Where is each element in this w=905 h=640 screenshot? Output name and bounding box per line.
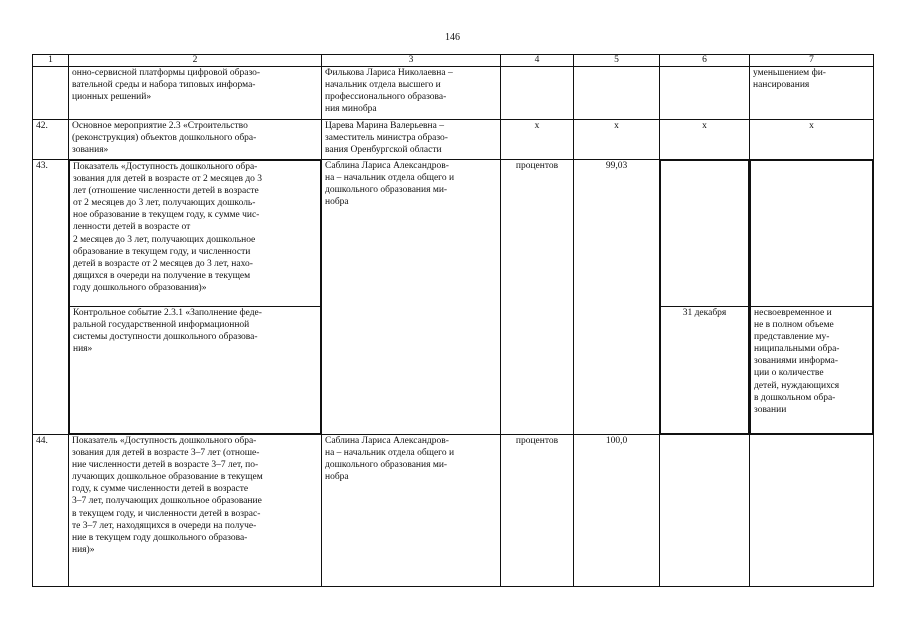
row-unit: процентов xyxy=(501,435,574,587)
row-responsible: Саблина Лариса Александров- на – начальник отдела общего и дошкольного образования ми- нобра xyxy=(322,435,501,587)
table-row xyxy=(33,67,874,120)
row-value xyxy=(574,67,660,120)
row-risk xyxy=(751,161,873,307)
table-row xyxy=(33,435,874,587)
table-row xyxy=(33,160,874,435)
row-number: 42. xyxy=(33,120,69,160)
document-table xyxy=(32,54,874,587)
date-split xyxy=(660,160,749,434)
row-unit: процентов xyxy=(501,160,574,435)
control-event-risk: несвоевременное и не в полном объеме представление му- ниципальными обра- зованиями информа- ции о количестве детей, нуждающихся в дошкольном обра- зовании xyxy=(751,307,873,434)
row-value: х xyxy=(574,120,660,160)
row-value: 100,0 xyxy=(574,435,660,587)
column-header: 5 xyxy=(574,55,660,67)
risk-split xyxy=(750,160,873,434)
row-unit: х xyxy=(501,120,574,160)
row-description: онно-сервисной платформы цифровой образо- вательной среды и набора типовых информа- ционных решений» xyxy=(69,67,322,120)
page-number: 146 xyxy=(445,32,460,43)
row-responsible: Филькова Лариса Николаевна – начальник отдела высшего и профессионального образова- ния минобра xyxy=(322,67,501,120)
row-risk: уменьшением фи- нансирования xyxy=(750,67,874,120)
row-risk: х xyxy=(750,120,874,160)
description-split xyxy=(69,160,321,434)
row-value: 99,03 xyxy=(574,160,660,435)
row-description: Показатель «Доступность дошкольного обра- зования для детей в возрасте 3–7 лет (отноше- ние численности детей в возрасте 3–7 лет, по- лучающих дошкольное образование в текущем году, к сумме численности детей в возрасте 3–7 лет, получающих дошкольное образование в текущем году, и численности детей в возрас- те 3–7 лет, находящихся в очереди на получе- ние в текущем году дошкольного образова- ния)» xyxy=(69,435,322,587)
control-event-description: Контрольное событие 2.3.1 «Заполнение феде- ральной государственной информационной системы доступности дошкольного образова- ния» xyxy=(70,307,321,434)
column-header: 6 xyxy=(660,55,750,67)
column-header: 2 xyxy=(69,55,322,67)
row-date: х xyxy=(660,120,750,160)
table-row xyxy=(33,120,874,160)
column-header: 1 xyxy=(33,55,69,67)
row-date xyxy=(660,435,750,587)
row-number: 43. xyxy=(33,160,69,435)
row-number xyxy=(33,67,69,120)
column-number-row xyxy=(33,55,874,67)
row-number: 44. xyxy=(33,435,69,587)
row-responsible: Царева Марина Валерьевна – заместитель министра образо- вания Оренбургской области xyxy=(322,120,501,160)
row-date xyxy=(660,67,750,120)
row-date-cell xyxy=(660,160,750,435)
column-header: 7 xyxy=(750,55,874,67)
row-risk xyxy=(750,435,874,587)
row-responsible: Саблина Лариса Александров- на – начальник отдела общего и дошкольного образования ми- нобра xyxy=(322,160,501,435)
row-description: Основное мероприятие 2.3 «Строительство (реконструкция) объектов дошкольного обра- зования» xyxy=(69,120,322,160)
row-date xyxy=(661,161,749,307)
row-risk-cell xyxy=(750,160,874,435)
control-event-date: 31 декабря xyxy=(661,307,749,434)
column-header: 3 xyxy=(322,55,501,67)
row-unit xyxy=(501,67,574,120)
row-description: Показатель «Доступность дошкольного обра- зования для детей в возрасте от 2 месяцев до 3 лет (отношение численности детей в возрасте от 2 месяцев до 3 лет, получающих дошколь- ное образование в текущем году, к сумме чис- ленности детей в возрасте от 2 месяцев до 3 лет, получающих дошкольное образование в текущем году, и численности детей в возрасте от 2 месяцев до 3 лет, нахо- дящихся в очереди на получение в текущем году дошкольного образования)» xyxy=(70,161,321,307)
column-header: 4 xyxy=(501,55,574,67)
row-description-cell xyxy=(69,160,322,435)
